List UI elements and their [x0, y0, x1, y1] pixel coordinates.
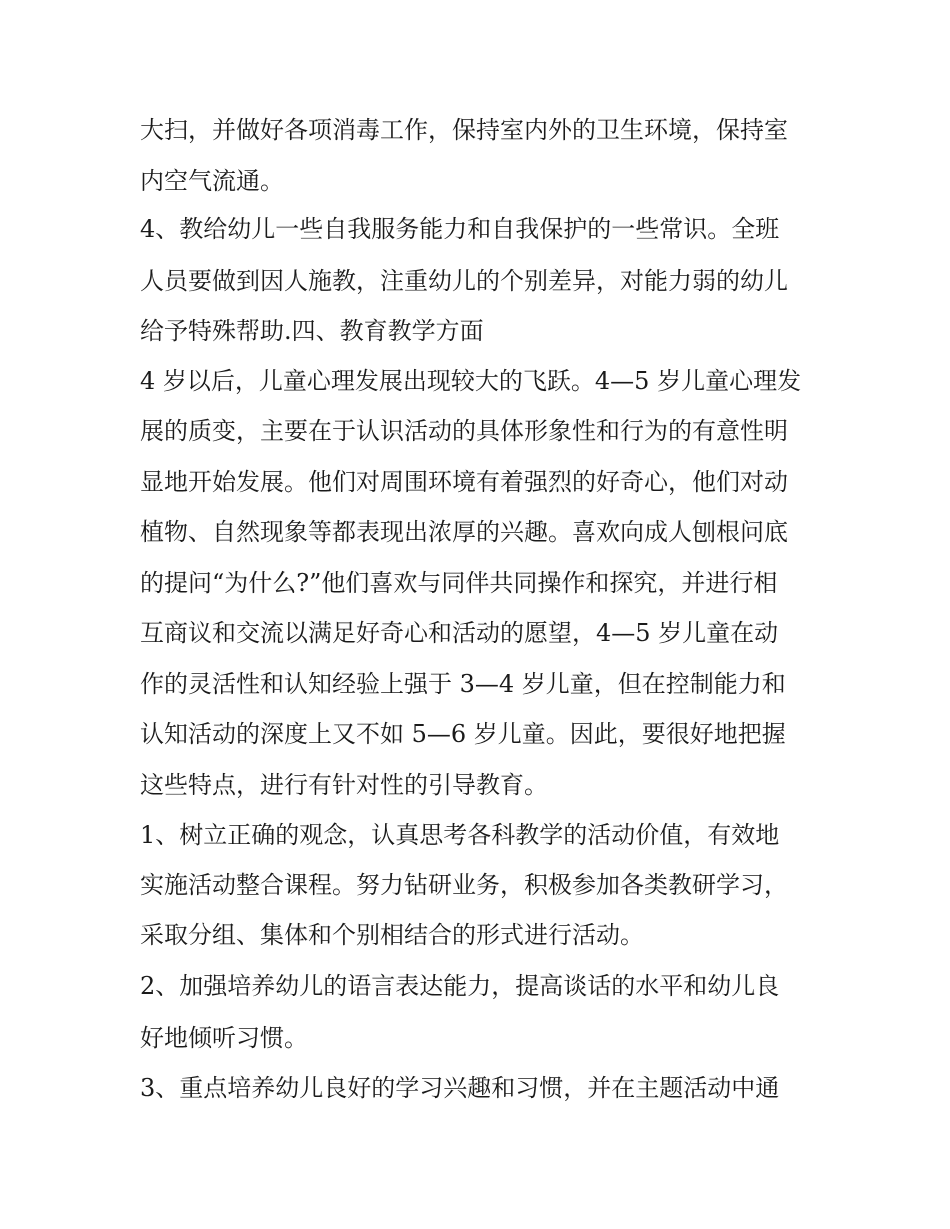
text-line: 采取分组、集体和个别相结合的形式进行活动。 [140, 921, 644, 949]
text-line: 人员要做到因人施教，注重幼儿的个别差异，对能力弱的幼儿 [140, 267, 788, 295]
text-line: 4、教给幼儿一些自我服务能力和自我保护的一些常识。全班 [140, 215, 780, 243]
text-line: 1、树立正确的观念，认真思考各科教学的活动价值，有效地 [140, 821, 780, 849]
text-line: 实施活动整合课程。努力钻研业务，积极参加各类教研学习， [140, 871, 788, 899]
text-line: 这些特点，进行有针对性的引导教育。 [140, 771, 548, 799]
text-line: 好地倾听习惯。 [140, 1024, 308, 1052]
text-line: 作的灵活性和认知经验上强于 3—4 岁儿童，但在控制能力和 [140, 670, 786, 698]
text-line: 的提问“为什么?”他们喜欢与同伴共同操作和探究，并进行相 [140, 569, 778, 597]
text-line: 植物、自然现象等都表现出浓厚的兴趣。喜欢向成人刨根问底 [140, 518, 788, 546]
text-line: 3、重点培养幼儿良好的学习兴趣和习惯，并在主题活动中通 [140, 1074, 780, 1102]
text-line: 给予特殊帮助.四、教育教学方面 [140, 317, 484, 345]
text-line: 4 岁以后，儿童心理发展出现较大的飞跃。4—5 岁儿童心理发 [140, 367, 802, 395]
text-line: 2、加强培养幼儿的语言表达能力，提高谈话的水平和幼儿良 [140, 972, 780, 1000]
text-line: 内空气流通。 [140, 167, 284, 195]
text-line: 大扫，并做好各项消毒工作，保持室内外的卫生环境，保持室 [140, 116, 788, 144]
text-line: 显地开始发展。他们对周围环境有着强烈的好奇心，他们对动 [140, 468, 788, 496]
text-line: 互商议和交流以满足好奇心和活动的愿望，4—5 岁儿童在动 [140, 619, 779, 647]
text-line: 认知活动的深度上又不如 5—6 岁儿童。因此，要很好地把握 [140, 720, 786, 748]
text-line: 展的质变，主要在于认识活动的具体形象性和行为的有意性明 [140, 417, 788, 445]
